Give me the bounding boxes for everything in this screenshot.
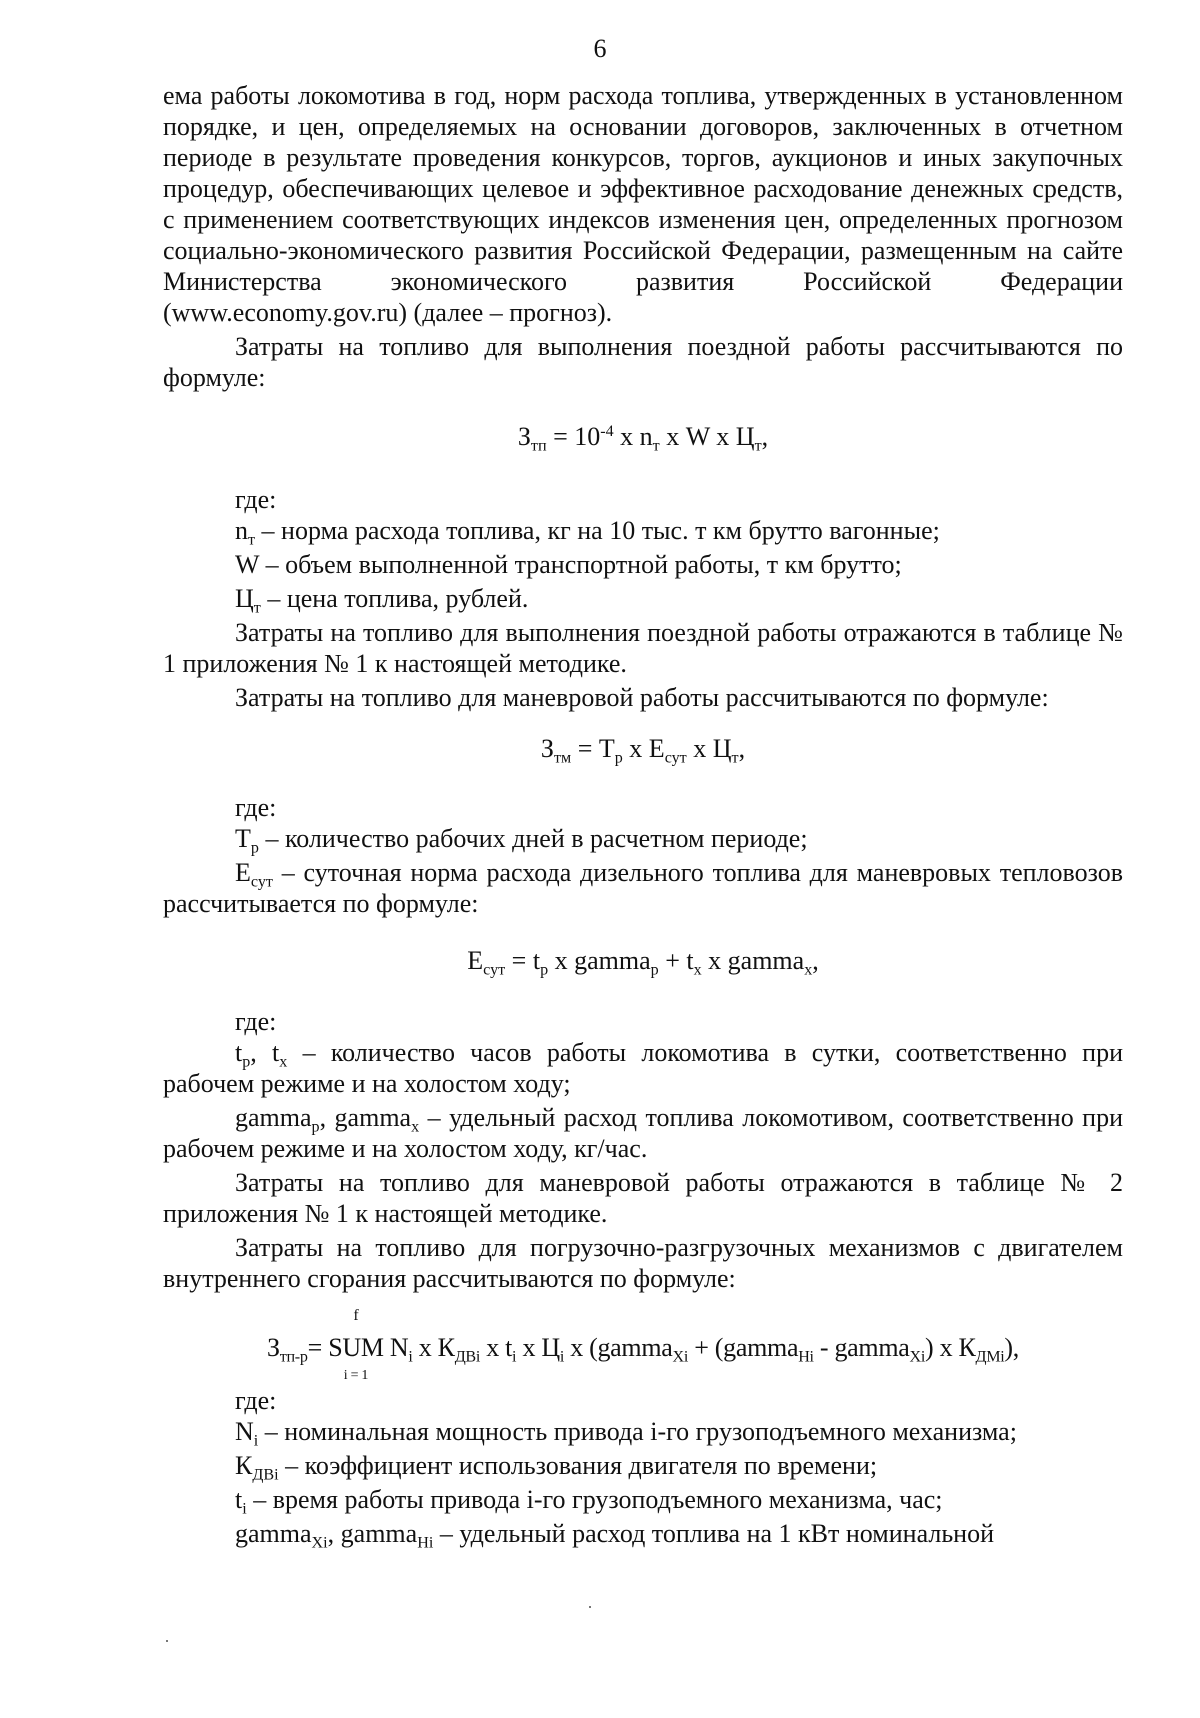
paragraph-6: Затраты на топливо для погрузочно-разгрузочных механизмов с двигателем внутреннего сгорания рассчитываются по формуле: — [163, 1233, 1123, 1293]
formula-loading-mechanisms: $З_{тп-р}=$ f SUM i = 1 $N_i$ х $К_{ДВi}$ х $t_i$ х $Ц_i$ х (gamma$_{Xi}$ + (gamma$_{Hi}$ - gamma$_{Xi}$) х $К_{ДМi}$), — [267, 1307, 1019, 1383]
definition-n-t: $n_т$ – норма расхода топлива, кг на 10 тыс. т км брутто вагонные; — [235, 516, 940, 549]
paragraph-3: Затраты на топливо для выполнения поездной работы отражаются в таблице № 1 приложения № 1 к настоящей методике. — [163, 618, 1123, 678]
sum-upper-limit: f — [353, 1307, 359, 1324]
paragraph-5: Затраты на топливо для маневровой работы отражаются в таблице № 2 приложения № 1 к настоящей методике. — [163, 1168, 1123, 1228]
formula-daily-norm: $Е_{сут} = t_р$ х gamma$_р$ + $t_х$ х gamma$_х$, — [467, 946, 819, 979]
paragraph-1: ема работы локомотива в год, норм расхода топлива, утвержденных в установленном порядке, и цен, определяемых на основании договоров, заключенных в отчетном периоде в результате проведения конкурсов, торгов, аукционов и иных закупочных процедур, обеспечивающих целевое и эффективное расходование денежных средств, с применением соответствующих индексов изменения цен, определенных прогнозом социально-экономического развития Российской Федерации, размещенным на сайте Министерства экономического развития Российской Федерации (www.economy.gov.ru) (далее – прогноз). — [163, 81, 1123, 327]
definition-t-p: $Т_р$ – количество рабочих дней в расчетном периоде; — [235, 824, 808, 857]
paragraph-4: Затраты на топливо для маневровой работы рассчитываются по формуле: — [235, 683, 1049, 712]
definition-w: W – объем выполненной транспортной работы, т км брутто; — [235, 550, 902, 579]
where-label-1: где: — [235, 485, 277, 514]
definition-c-t: $Ц_т$ – цена топлива, рублей. — [235, 584, 529, 617]
definition-t-hours: $t_р$, $t_х$ – количество часов работы локомотива в сутки, соответственно при рабочем режиме и на холостом ходу; — [163, 1038, 1123, 1098]
definition-gamma-xi-hi: gamma$_{Xi}$, gamma$_{Hi}$ – удельный расход топлива на 1 кВт номинальной — [235, 1519, 995, 1552]
sum-operator: f SUM i = 1 — [328, 1307, 384, 1383]
definition-t-i: $t_i$ – время работы привода i-го грузоподъемного механизма, час; — [235, 1485, 943, 1518]
document-body — [163, 80, 1123, 1552]
definition-n-i: $N_i$ – номинальная мощность привода i-го грузоподъемного механизма; — [235, 1417, 1017, 1450]
definition-k-dvi: $К_{ДВi}$ – коэффициент использования двигателя по времени; — [235, 1451, 878, 1484]
sum-lower-limit: i = 1 — [343, 1368, 369, 1383]
scan-speck — [589, 1606, 591, 1608]
scan-speck — [166, 1640, 168, 1642]
definition-e-sut: $Е_{сут}$ – суточная норма расхода дизельного топлива для маневровых тепловозов рассчитывается по формуле: — [163, 858, 1123, 918]
where-label-2: где: — [235, 793, 277, 822]
where-label-4: где: — [235, 1386, 277, 1415]
page-number: 6 — [593, 34, 607, 63]
where-label-3: где: — [235, 1007, 277, 1036]
formula-fuel-train: $З_{тп} = 10^{-4}$ х $n_т$ х W х $Ц_т$, — [517, 422, 769, 455]
formula-fuel-shunting: $З_{тм} = Т_р$ х $Е_{сут}$ х $Ц_т$, — [540, 734, 746, 767]
definition-gamma: gamma$_р$, gamma$_х$ – удельный расход топлива локомотивом, соответственно при рабочем режиме и на холостом ходу, кг/час. — [163, 1103, 1123, 1163]
paragraph-2: Затраты на топливо для выполнения поездной работы рассчитываются по формуле: — [163, 332, 1123, 392]
